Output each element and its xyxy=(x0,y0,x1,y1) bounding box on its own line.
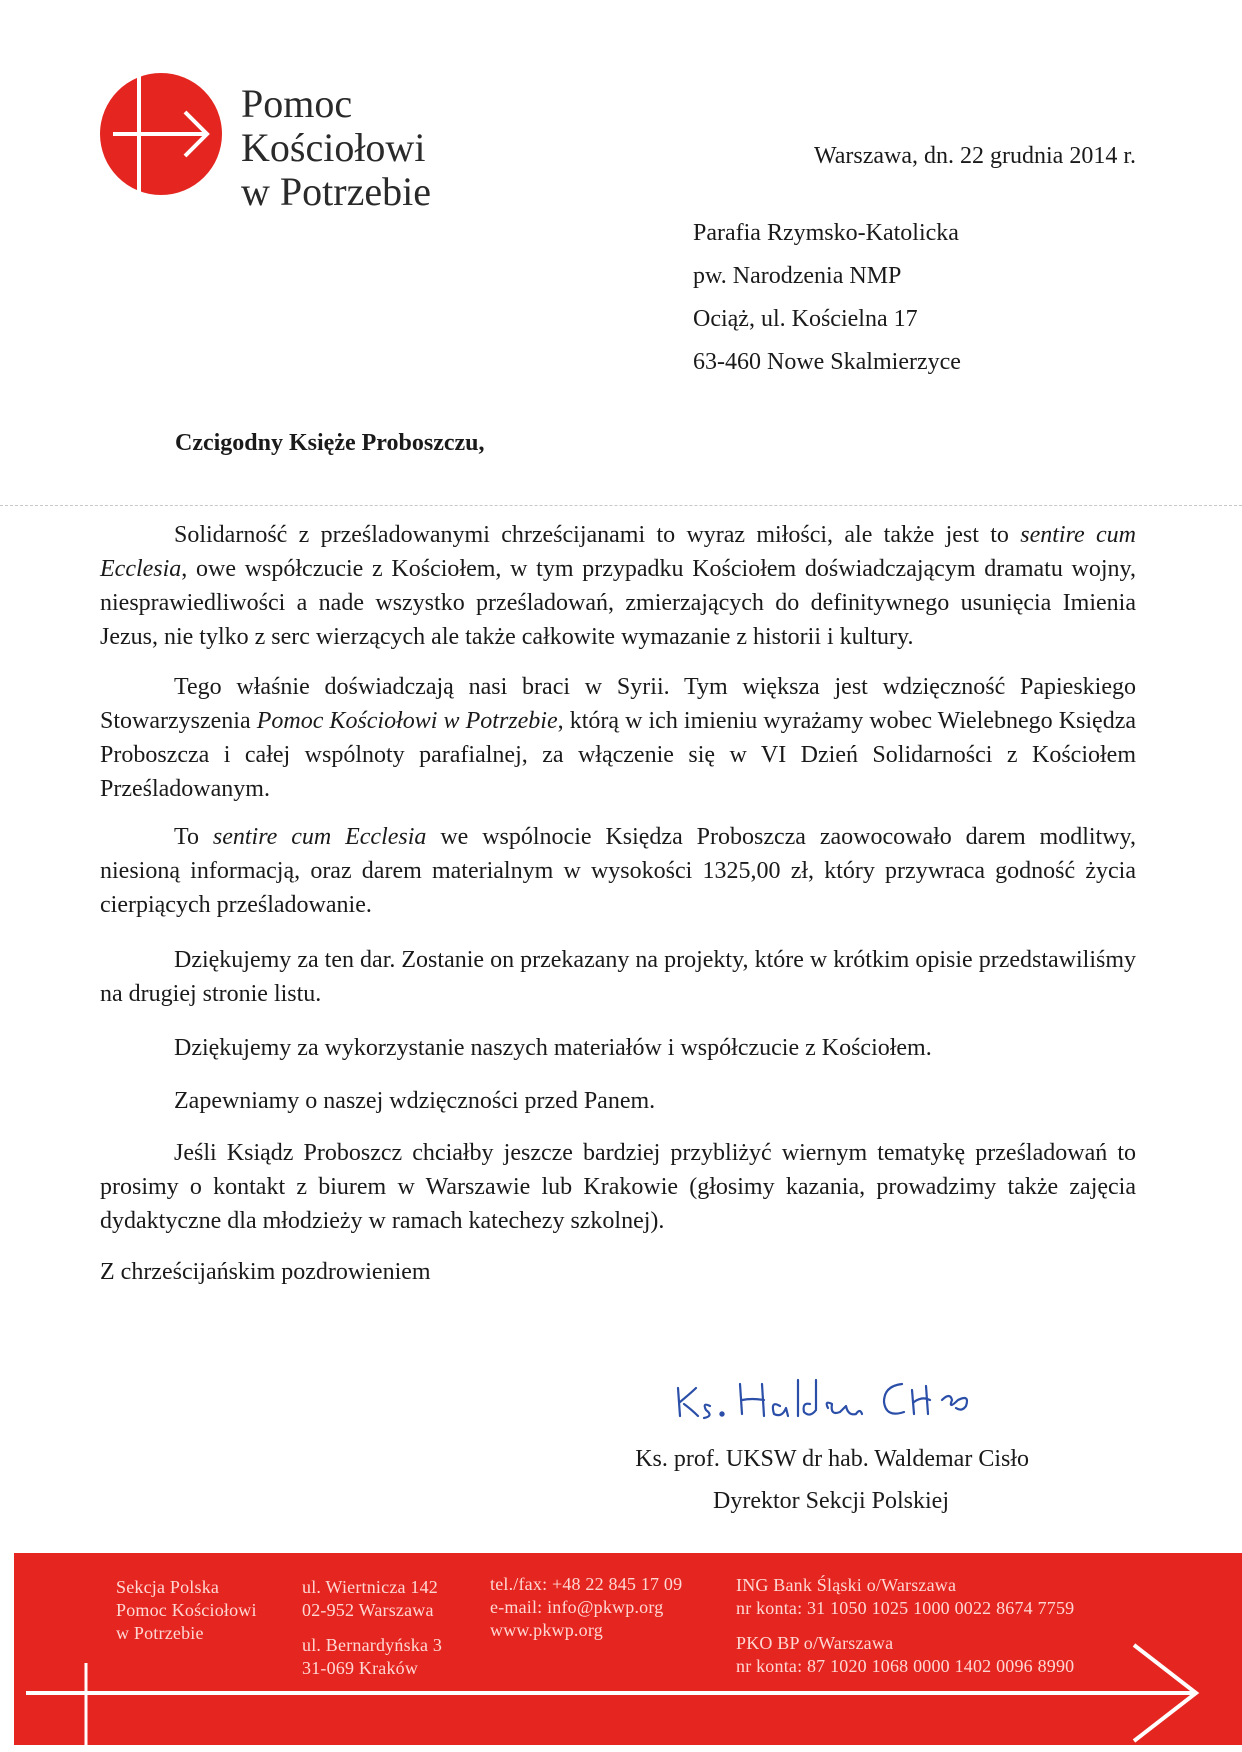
paragraph-text: Zapewniamy o naszej wdzięczności przed Panem. xyxy=(174,1088,656,1114)
footer-bank-ing: ING Bank Śląski o/Warszawa nr konta: 31 1050 1025 1000 0022 8674 7759 xyxy=(736,1575,1075,1618)
paragraph-text: Dziękujemy za wykorzystanie naszych materiałów i współczucie z Kościołem. xyxy=(174,1035,932,1061)
paragraph-text: we wspólnocie Księdza Proboszcza zaowocowało darem modlitwy, niesioną informacją, oraz darem materialnym w wysokości 1325,00 zł, który przywraca godność życia cierpiących prześladowanie. xyxy=(100,824,1136,918)
recipient-line: 63-460 Nowe Skalmierzyce xyxy=(693,349,961,375)
recipient-line: Parafia Rzymsko-Katolicka xyxy=(693,220,959,246)
recipient-line: Ociąż, ul. Kościelna 17 xyxy=(693,306,918,332)
closing-line: Z chrześcijańskim pozdrowieniem xyxy=(100,1259,431,1285)
recipient-line: pw. Narodzenia NMP xyxy=(693,263,902,289)
footer-band xyxy=(14,1553,1242,1745)
body-paragraph xyxy=(100,518,1136,654)
paragraph-text: Dziękujemy za ten dar. Zostanie on przekazany na projekty, które w krótkim opisie przedstawiliśmy na drugiej stronie listu. xyxy=(100,947,1136,1007)
fold-line xyxy=(0,505,1242,506)
paragraph-text: Tego właśnie doświadczają nasi braci w Syrii. Tym większa jest wdzięczność Papieskiego Stowarzyszenia xyxy=(100,674,1136,734)
handwritten-signature xyxy=(670,1370,990,1435)
footer-address-krakow: ul. Bernardyńska 3 31-069 Kraków xyxy=(302,1635,443,1678)
italic-phrase: Pomoc Kościołowi w Potrzebie xyxy=(256,708,558,734)
italic-phrase: sentire cum Ecclesia xyxy=(212,824,427,850)
body-paragraph xyxy=(100,1136,1136,1238)
logo-line-2: Kościołowi xyxy=(241,125,426,170)
body-paragraph xyxy=(100,943,1136,1011)
footer-email: e-mail: info@pkwp.org xyxy=(490,1597,664,1617)
paragraph-text: , owe współczucie z Kościołem, w tym przypadku Kościołem doświadczającym dramatu wojny, niesprawiedliwości a nade wszystko prześladowań, zmierzających do definitywnego usunięcia Imienia Jezus, nie tylko z serc wierzących ale także całkowite wymazanie z historii i kultury. xyxy=(100,556,1136,650)
paragraph-text: , którą w ich imieniu wyrażamy wobec Wielebnego Księdza Proboszcza i całej wspólnoty parafialnej, za włączenie się w VI Dzień Solidarności z Kościołem Prześladowanym. xyxy=(100,708,1136,802)
logo-line-1: Pomoc xyxy=(241,81,353,126)
footer-contact: tel./fax: +48 22 845 17 09 e-mail: info@pkwp.org www.pkwp.org xyxy=(490,1574,683,1640)
footer-org: Sekcja Polska Pomoc Kościołowi w Potrzebie xyxy=(116,1577,257,1643)
cross-arrow-icon xyxy=(99,72,229,202)
footer-bank-pko: PKO BP o/Warszawa nr konta: 87 1020 1068 0000 1402 0096 8990 xyxy=(736,1633,1075,1676)
paragraph-text: Jeśli Ksiądz Proboszcz chciałby jeszcze bardziej przybliżyć wiernym tematykę prześladowań to prosimy o kontakt z biurem w Warszawie lub Krakowie (głosimy kazania, prowadzimy także zajęcia dydaktyczne dla młodzieży w ramach katechezy szkolnej). xyxy=(100,1140,1136,1234)
signatory-title: Dyrektor Sekcji Polskiej xyxy=(713,1488,949,1514)
body-paragraph xyxy=(100,1031,1136,1065)
letter-date: Warszawa, dn. 22 grudnia 2014 r. xyxy=(814,143,1136,169)
logo-line-3: w Potrzebie xyxy=(241,169,431,214)
signatory-name: Ks. prof. UKSW dr hab. Waldemar Cisło xyxy=(635,1446,1029,1472)
italic-phrase: sentire cum Ecclesia xyxy=(100,522,1136,582)
body-paragraph xyxy=(100,1084,1136,1118)
paragraph-text: Solidarność z prześladowanymi chrześcijanami to wyraz miłości, ale także jest to xyxy=(174,522,1021,548)
body-paragraph xyxy=(100,820,1136,922)
footer-address-warsaw: ul. Wiertnicza 142 02-952 Warszawa xyxy=(302,1577,438,1620)
organization-logo xyxy=(99,72,559,222)
paragraph-text: To xyxy=(174,824,213,850)
salutation: Czcigodny Księże Proboszczu, xyxy=(175,430,485,456)
body-paragraph xyxy=(100,670,1136,806)
footer-website: www.pkwp.org xyxy=(490,1620,603,1640)
